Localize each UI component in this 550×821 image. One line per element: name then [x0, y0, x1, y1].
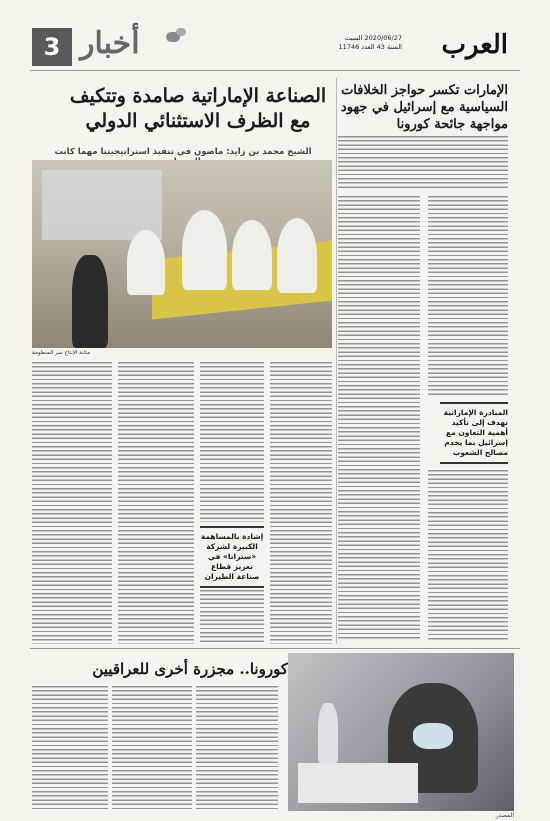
- person-figure: [232, 220, 272, 290]
- photo-credit: المصدر: [495, 812, 514, 819]
- main-column-2-lower: [200, 590, 264, 644]
- main-column-2: [200, 362, 264, 522]
- bottom-column-2: [112, 686, 192, 810]
- side-headline: الإمارات تكسر حواجز الخلافات السياسية مع إسرائيل في جهود مواجهة جائحة كورونا: [340, 83, 508, 132]
- newspaper-logo: العرب: [441, 30, 508, 60]
- side-column-1-lower: [428, 470, 508, 642]
- bottom-headline: كورونا.. مجزرة أخرى للعراقيين: [92, 660, 288, 678]
- page-number: 3: [32, 28, 72, 66]
- main-headline-line-1: الصناعة الإماراتية صامدة وتتكيف: [69, 85, 327, 107]
- main-headline-line-2: مع الظرف الاستثنائي الدولي: [85, 110, 311, 132]
- issue-date: 2020/06/27 السبت: [344, 34, 402, 42]
- section-title: أخبار: [80, 26, 140, 61]
- person-figure: [72, 255, 108, 348]
- main-photo: [32, 160, 332, 348]
- side-column-2: [338, 196, 420, 641]
- main-column-4: [32, 362, 112, 644]
- ward-person: [318, 703, 338, 763]
- side-column-1: [428, 196, 508, 396]
- main-column-1: [270, 362, 332, 644]
- issue-info: [339, 34, 402, 52]
- side-pull-quote: المبادرة الإماراتية تهدف إلى تأكيد أهمية التعاون مع إسرائيل بما يخدم مصالح الشعوب: [440, 402, 508, 464]
- speech-bubble-small-icon: [176, 28, 186, 36]
- bottom-divider: [30, 648, 520, 649]
- bottom-column-3: [32, 686, 108, 810]
- bottom-column-1: [196, 686, 278, 810]
- oxygen-mask: [413, 723, 453, 749]
- bottom-photo: [288, 653, 514, 811]
- main-headline: [68, 84, 328, 134]
- side-lead-paragraph: [338, 136, 508, 188]
- main-subheadline: الشيخ محمد بن زايد: ماضون في تنفيذ استراتيجيتنا مهما كانت: [54, 147, 312, 157]
- photo-caption: مثابة الإنتاج سر المنظومة: [32, 350, 91, 356]
- column-divider: [336, 78, 337, 644]
- main-pull-quote: إشادة بالمساهمة الكبيرة لشركة «ستراتا» في تعزيز قطاع صناعة الطيران: [200, 526, 264, 588]
- masthead-divider: [30, 70, 520, 71]
- hospital-bed: [298, 763, 418, 803]
- person-figure: [127, 230, 165, 295]
- person-figure: [182, 210, 227, 290]
- person-figure: [277, 218, 317, 293]
- issue-number: السنة 43 العدد 11746: [338, 43, 402, 51]
- main-column-3: [118, 362, 194, 644]
